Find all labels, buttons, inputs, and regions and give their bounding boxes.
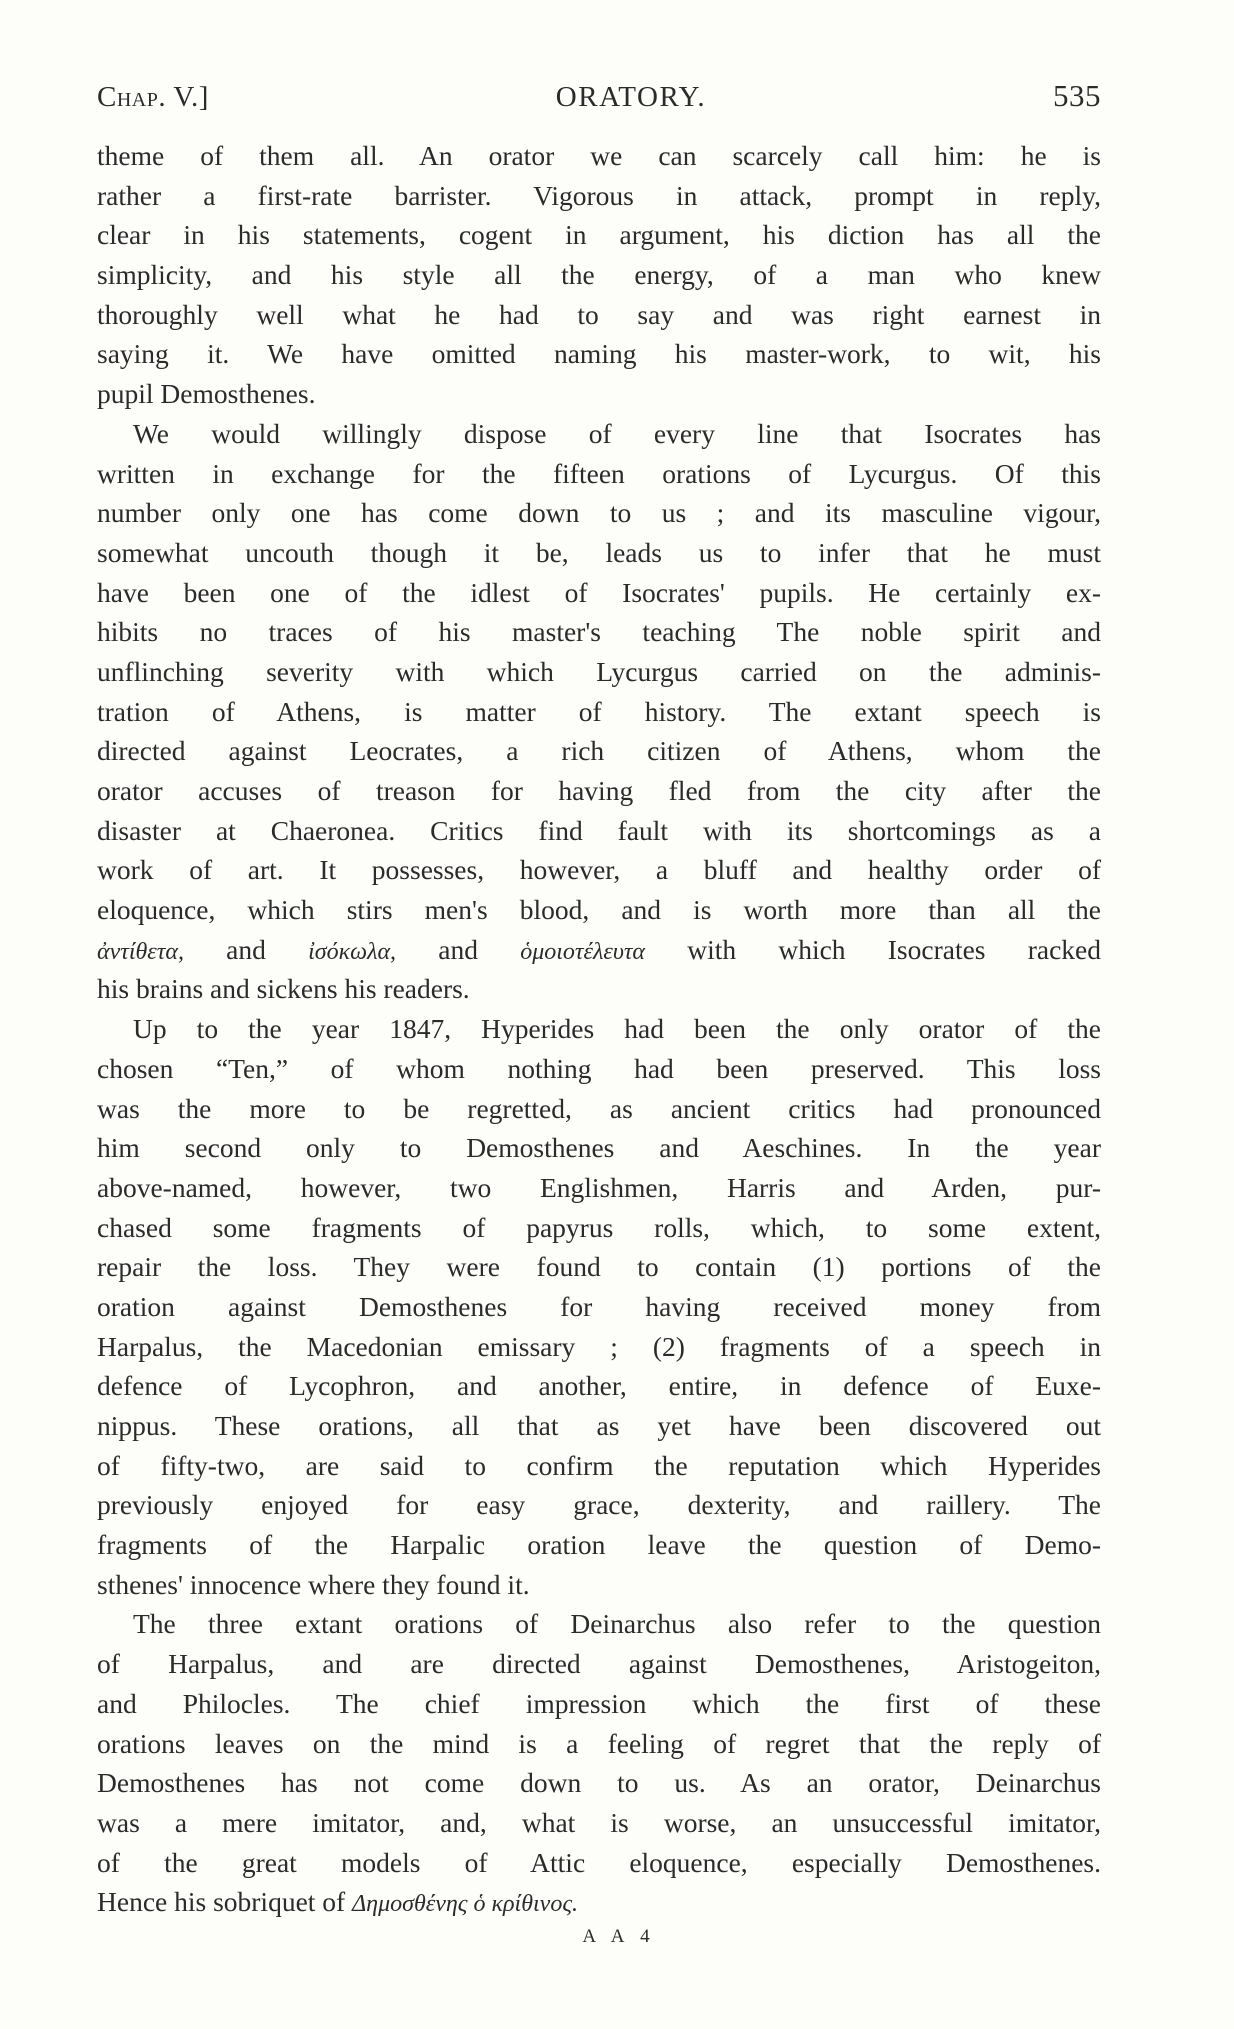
text-line: was the more to be regretted, as ancient critics had pronounced	[97, 1092, 1101, 1124]
text-line: eloquence, which stirs men's blood, and is worth more than all the	[97, 894, 1101, 926]
text-line: unflinching severity with which Lycurgus carried on the adminis-	[97, 655, 1101, 687]
text-line: thoroughly well what he had to say and was right earnest in	[97, 298, 1101, 330]
greek-word: ἰσόκωλα,	[308, 938, 397, 965]
text-line: rather a first-rate barrister. Vigorous in attack, prompt in reply,	[97, 179, 1101, 211]
greek-word: ἀντίθετα,	[97, 938, 184, 965]
book-page	[97, 78, 1101, 1948]
text-line: defence of Lycophron, and another, entire, in defence of Euxe-	[97, 1370, 1101, 1402]
text-fragment: and	[396, 933, 521, 965]
running-header	[97, 78, 1101, 136]
text-line: of Harpalus, and are directed against Demosthenes, Aristogeiton,	[97, 1648, 1101, 1680]
text-line: We would willingly dispose of every line that Isocrates has	[133, 417, 1101, 449]
text-line: hibits no traces of his master's teaching The noble spirit and	[97, 616, 1101, 648]
text-line: oration against Demosthenes for having received money from	[97, 1290, 1101, 1322]
text-fragment: Hence his sobriquet of	[97, 1886, 353, 1918]
text-line: sthenes' innocence where they found it.	[97, 1568, 530, 1600]
paragraph	[97, 136, 1101, 414]
text-line: somewhat uncouth though it be, leads us to infer that he must	[97, 536, 1101, 568]
text-line: was a mere imitator, and, what is worse, an unsuccessful imitator,	[97, 1806, 1101, 1838]
text-line: work of art. It possesses, however, a bluff and healthy order of	[97, 854, 1101, 886]
text-line: number only one has come down to us ; and its masculine vigour,	[97, 497, 1101, 529]
page-number: 535	[1053, 78, 1101, 113]
greek-text-line	[97, 1882, 1101, 1922]
text-line: orator accuses of treason for having fled from the city after the	[97, 775, 1101, 806]
greek-word: ὁμοιοτέλευτα	[520, 938, 646, 965]
paragraph	[97, 1009, 1101, 1604]
signature-mark: A A 4	[582, 1925, 656, 1947]
text-line: fragments of the Harpalic oration leave the question of Demo-	[97, 1529, 1101, 1561]
body-text	[97, 136, 1101, 1922]
text-line: theme of them all. An orator we can scarcely call him: he is	[97, 140, 1101, 171]
text-line: orations leaves on the mind is a feeling of regret that the reply of	[97, 1727, 1101, 1759]
text-line: Harpalus, the Macedonian emissary ; (2) fragments of a speech in	[97, 1330, 1101, 1362]
text-line: tration of Athens, is matter of history. The extant speech is	[97, 695, 1101, 727]
text-fragment: with which Isocrates racked	[645, 933, 1101, 965]
paragraph	[97, 414, 1101, 1009]
text-line: pupil Demosthenes.	[97, 378, 316, 410]
text-line: of fifty-two, are said to confirm the reputation which Hyperides	[97, 1449, 1101, 1481]
text-line: and Philocles. The chief impression which the first of these	[97, 1687, 1101, 1719]
text-line: his brains and sickens his readers.	[97, 973, 470, 1005]
text-fragment: and	[183, 933, 309, 965]
text-line: repair the loss. They were found to contain (1) portions of the	[97, 1251, 1101, 1283]
text-line: chosen “Ten,” of whom nothing had been preserved. This loss	[97, 1052, 1101, 1084]
text-line: clear in his statements, cogent in argument, his diction has all the	[97, 219, 1101, 251]
text-line: directed against Leocrates, a rich citizen of Athens, whom the	[97, 735, 1101, 767]
text-line: have been one of the idlest of Isocrates' pupils. He certainly ex-	[97, 576, 1101, 608]
text-line: Demosthenes has not come down to us. As an orator, Deinarchus	[97, 1767, 1101, 1799]
text-line: disaster at Chaeronea. Critics find fault with its shortcomings as a	[97, 814, 1101, 846]
text-line: chased some fragments of papyrus rolls, which, to some extent,	[97, 1211, 1101, 1243]
greek-text-line	[97, 930, 1101, 970]
text-line: him second only to Demosthenes and Aeschines. In the year	[97, 1132, 1101, 1164]
text-line: written in exchange for the fifteen orations of Lycurgus. Of this	[97, 457, 1101, 489]
text-line: simplicity, and his style all the energy, of a man who knew	[97, 259, 1101, 291]
running-title: ORATORY.	[555, 81, 707, 113]
chapter-label: Chap. V.]	[97, 81, 209, 113]
text-line: The three extant orations of Deinarchus also refer to the question	[133, 1608, 1101, 1640]
text-line: nippus. These orations, all that as yet have been discovered out	[97, 1410, 1101, 1441]
text-line: of the great models of Attic eloquence, especially Demosthenes.	[97, 1846, 1101, 1878]
text-line: above-named, however, two Englishmen, Harris and Arden, pur-	[97, 1171, 1101, 1203]
greek-word: Δημοσθένης ὁ κρίθινος.	[352, 1891, 579, 1918]
text-line: Up to the year 1847, Hyperides had been the only orator of the	[133, 1013, 1101, 1045]
paragraph	[97, 1604, 1101, 1922]
text-line: previously enjoyed for easy grace, dexterity, and raillery. The	[97, 1489, 1101, 1521]
text-line: saying it. We have omitted naming his master-work, to wit, his	[97, 338, 1101, 370]
